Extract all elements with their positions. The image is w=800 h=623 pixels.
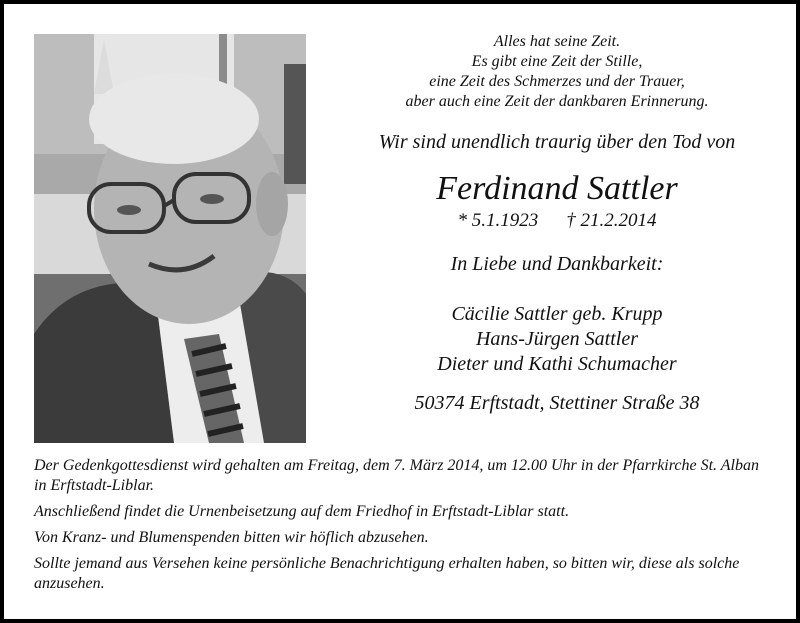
poem-line: Es gibt eine Zeit der Stille,	[471, 53, 643, 70]
mourner: Hans-Jürgen Sattler	[475, 328, 638, 350]
address: 50374 Erftstadt, Stettiner Straße 38	[414, 392, 700, 414]
poem-line: aber auch eine Zeit der dankbaren Erinnerung.	[405, 93, 709, 110]
portrait-photo	[34, 34, 306, 443]
details-paragraph: Anschließend findet die Urnenbeisetzung auf dem Friedhof in Erftstadt-Liblar statt.	[34, 503, 570, 520]
death-date: † 21.2.2014	[566, 210, 657, 231]
intro-line: Wir sind unendlich traurig über den Tod von	[378, 131, 736, 153]
details-paragraph: Von Kranz- und Blumenspenden bitten wir höflich abzusehen.	[34, 529, 429, 546]
obituary-notice	[4, 4, 796, 619]
details-paragraph: Sollte jemand aus Versehen keine persönliche Benachrichtigung erhalten haben, so bitten wir, diese als solche anzusehen.	[34, 555, 740, 592]
life-dates	[324, 210, 790, 232]
mourner: Dieter und Kathi Schumacher	[437, 353, 677, 375]
dedication-line: In Liebe und Dankbarkeit:	[450, 253, 664, 275]
portrait-illustration	[34, 34, 306, 443]
poem-line: eine Zeit des Schmerzes und der Trauer,	[429, 73, 685, 90]
birth-date: * 5.1.1923	[457, 210, 539, 231]
poem	[324, 32, 790, 112]
notice-text	[324, 32, 790, 415]
deceased-name: Ferdinand Sattler	[436, 170, 678, 207]
details-paragraph: Der Gedenkgottesdienst wird gehalten am Freitag, dem 7. März 2014, um 12.00 Uhr in der Pfarrkirche St. Alban in Erftstadt-Liblar.	[34, 457, 759, 494]
mourners-list	[324, 302, 790, 377]
mourner: Cäcilie Sattler geb. Krupp	[451, 303, 663, 325]
funeral-details	[34, 456, 774, 600]
poem-line: Alles hat seine Zeit.	[493, 33, 621, 50]
